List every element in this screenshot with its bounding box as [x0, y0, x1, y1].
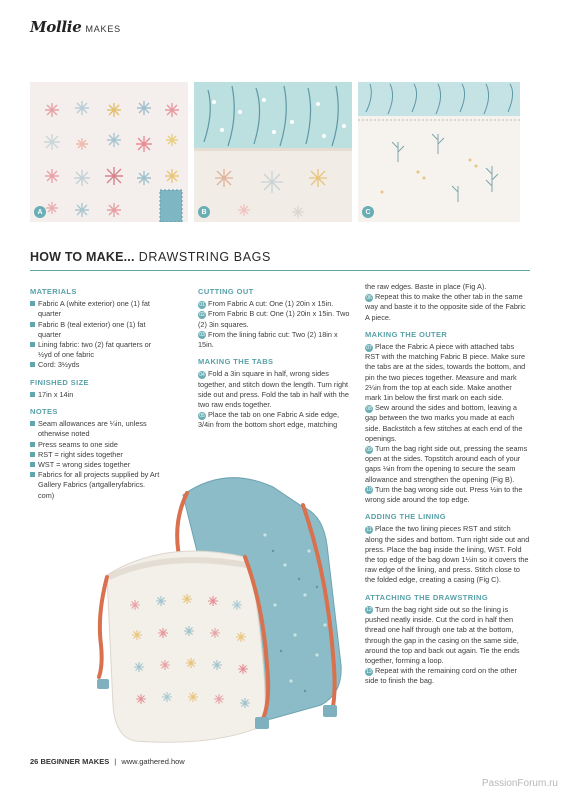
- step-text: Place the Fabric A piece with attached tabs RST with the matching Fabric B piece. Make sure the tabs are at the sides, towards the bottom, and pin the two pieces together. Measure and mark 2¼in from the top at each side. Make another mark 1in below the first mark on each side.: [365, 342, 526, 403]
- magazine-header: [30, 18, 121, 38]
- section-title: [30, 250, 271, 264]
- step-text: From Fabric B cut: One (1) 20in x 15in. Two (2) 3in squares.: [198, 309, 350, 329]
- attaching-drawstring-heading: ATTACHING THE DRAWSTRING: [365, 592, 489, 602]
- step-text: Place the tab on one Fabric A side edge, 3/4in from the bottom short edge, matching: [198, 410, 340, 430]
- materials-heading: MATERIALS: [30, 287, 77, 296]
- section-title-bold: HOW TO MAKE...: [30, 250, 135, 264]
- cutting-out-heading: CUTTING OUT: [198, 287, 254, 296]
- figure-photo-strip: [30, 82, 520, 222]
- step-number: 03: [199, 332, 205, 339]
- brand-logo-script: Mollie: [30, 18, 82, 36]
- brand-logo-makes: MAKES: [85, 24, 121, 34]
- step-text: From Fabric A cut: One (1) 20in x 15in.: [208, 299, 334, 309]
- step-continuation: the raw edges. Baste in place (Fig A).: [365, 282, 487, 291]
- step-number: 01: [199, 301, 205, 308]
- adding-lining-heading: ADDING THE LINING: [365, 512, 446, 522]
- list-item: Cord: 3½yds: [30, 360, 160, 370]
- figure-photo-b: [194, 82, 352, 222]
- step-number: 10: [366, 487, 372, 494]
- step-number: 07: [366, 344, 372, 351]
- step-item: [198, 410, 353, 430]
- step-text: Place the two lining pieces RST and stitch along the sides and bottom. Turn right side out and press. Place the bag inside the lining, WST. Fold the top edge of the bag down 1½in so it covers the raw edge of the lining, and press. Stitch close to the folded edge, creating a casing (Fig C).: [365, 524, 530, 585]
- step-item: [365, 403, 530, 444]
- title-divider: [30, 270, 530, 271]
- drawstring-bags-photo: [95, 455, 360, 755]
- figure-photo-c: [358, 82, 520, 222]
- list-item: Press seams to one side: [30, 440, 160, 450]
- page-footer: [30, 757, 185, 766]
- step-number: 12: [366, 607, 372, 614]
- list-item: Seam allowances are ¼in, unless otherwise noted: [30, 419, 160, 439]
- step-number: 09: [366, 446, 372, 453]
- finished-size-heading: FINISHED SIZE: [30, 377, 89, 387]
- step-number: 08: [366, 405, 372, 412]
- list-item: Fabrics for all projects supplied by Art Gallery Fabrics (artgalleryfabrics. com): [30, 470, 160, 501]
- step-item: [365, 605, 530, 666]
- step-text: Turn the bag wrong side out. Press ½in to the wrong side around the top edge.: [365, 484, 523, 505]
- step-item: [365, 444, 530, 485]
- page-number: 26: [30, 757, 39, 766]
- step-number: 11: [366, 526, 372, 533]
- step-number: 05: [199, 412, 205, 419]
- column-cutting: [198, 287, 353, 431]
- list-item: Fabric A (white exterior) one (1) fat quarter: [30, 299, 160, 319]
- step-item: [365, 292, 530, 323]
- step-item: [198, 330, 353, 350]
- step-item: [198, 369, 353, 410]
- watermark: PassionForum.ru: [481, 778, 558, 789]
- list-item: Lining fabric: two (2) fat quarters or ½yd of one fabric: [30, 340, 160, 360]
- snowflake-fabric-illustration: [30, 82, 188, 222]
- footer-separator: |: [114, 757, 117, 766]
- figure-label-c: C: [362, 206, 374, 218]
- casing-fabric-illustration: [358, 82, 520, 222]
- step-text: Turn the bag right side out so the lining is pushed neatly inside. Cut the cord in half then thread one half through one tab at the bottom, through the gap in the casing on the same side, around the top and back out again. Tie the ends together, forming a loop.: [365, 604, 520, 665]
- making-outer-heading: MAKING THE OUTER: [365, 329, 448, 339]
- list-item: Fabric B (teal exterior) one (1) fat quarter: [30, 320, 160, 340]
- figure-photo-a: [30, 82, 188, 222]
- figure-label-a: A: [34, 206, 46, 218]
- step-text: Turn the bag right side out, pressing the seams open at the sides. Topstitch around each of your gaps ⅛in from the opening to secure the seam allowance and strengthen the opening (Fig B).: [365, 444, 528, 484]
- step-text: Repeat this to make the other tab in the same way and baste it to the opposite side of the Fabric A piece.: [365, 292, 526, 322]
- step-number: 04: [199, 371, 205, 378]
- column-assembly: [365, 282, 530, 687]
- step-number: 02: [199, 311, 205, 318]
- liberty-fabric-illustration: [194, 82, 352, 222]
- section-title-sub: DRAWSTRING BAGS: [134, 250, 271, 264]
- step-item: [198, 309, 353, 329]
- list-item: RST = right sides together: [30, 450, 160, 460]
- step-number: 13: [366, 668, 372, 675]
- step-item: [365, 485, 530, 505]
- step-text: Sew around the sides and bottom, leaving a gap between the two marks you made at each side. Backstitch a few stitches at each end of the openings.: [365, 403, 523, 443]
- website-url: www.gathered.how: [121, 757, 185, 766]
- step-text: Repeat with the remaining cord on the other side to finish the bag.: [365, 666, 517, 686]
- figure-label-b: B: [198, 206, 210, 218]
- making-tabs-heading: MAKING THE TABS: [198, 357, 274, 367]
- list-item: 17in x 14in: [30, 390, 160, 400]
- step-text: From the lining fabric cut: Two (2) 18in x 15in.: [198, 329, 338, 350]
- step-item: [198, 299, 353, 309]
- magazine-name: BEGINNER MAKES: [40, 757, 110, 766]
- step-number: 06: [366, 294, 372, 301]
- step-item: [365, 524, 530, 585]
- step-item: [365, 342, 530, 403]
- step-text: Fold a 3in square in half, wrong sides together, and stitch down the length. Turn right side out and press. Fold the tab in half with the two raw ends together.: [198, 369, 349, 410]
- drawstring-bags-illustration: [95, 455, 360, 755]
- step-item: [365, 666, 530, 686]
- list-item: WST = wrong sides together: [30, 460, 160, 470]
- notes-heading: NOTES: [30, 407, 58, 417]
